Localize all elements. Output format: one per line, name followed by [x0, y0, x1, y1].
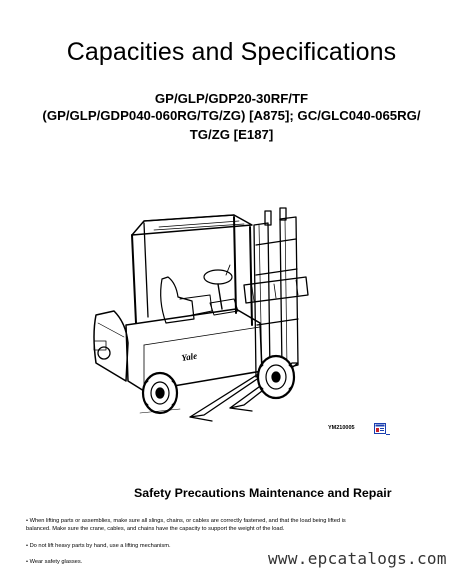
document-link-icon[interactable] — [374, 423, 386, 434]
page-title: Capacities and Specifications — [66, 38, 397, 66]
forklift-brand-label: Yale — [180, 350, 198, 363]
model-line-1: GP/GLP/GDP20-30RF/TF — [154, 91, 309, 106]
link-underline — [386, 434, 390, 435]
model-line-2: (GP/GLP/GDP040-060RG/TG/ZG) [A875]; GC/GLC040-065RG/ — [42, 108, 421, 123]
forklift-illustration — [84, 205, 344, 435]
bullet-item: • Wear safety glasses. — [26, 559, 83, 565]
bullet-item: • Do not lift heavy parts by hand, use a lifting mechanism. — [26, 543, 171, 549]
bullet-text-line: • When lifting parts or assemblies, make sure all slings, chains, or cables are correctly fastened, and that the load being lifted is — [26, 518, 346, 524]
model-line-3: TG/ZG [E187] — [189, 127, 274, 142]
bullet-text-line: balanced. Make sure the crane, cables, and chains have the capacity to support the weight of the load. — [26, 526, 285, 532]
figure-code: YM210005 — [328, 425, 355, 431]
section-heading: Safety Precautions Maintenance and Repair — [134, 486, 392, 500]
watermark-text: www.epcatalogs.com — [268, 549, 447, 568]
bullet-item — [26, 517, 436, 533]
